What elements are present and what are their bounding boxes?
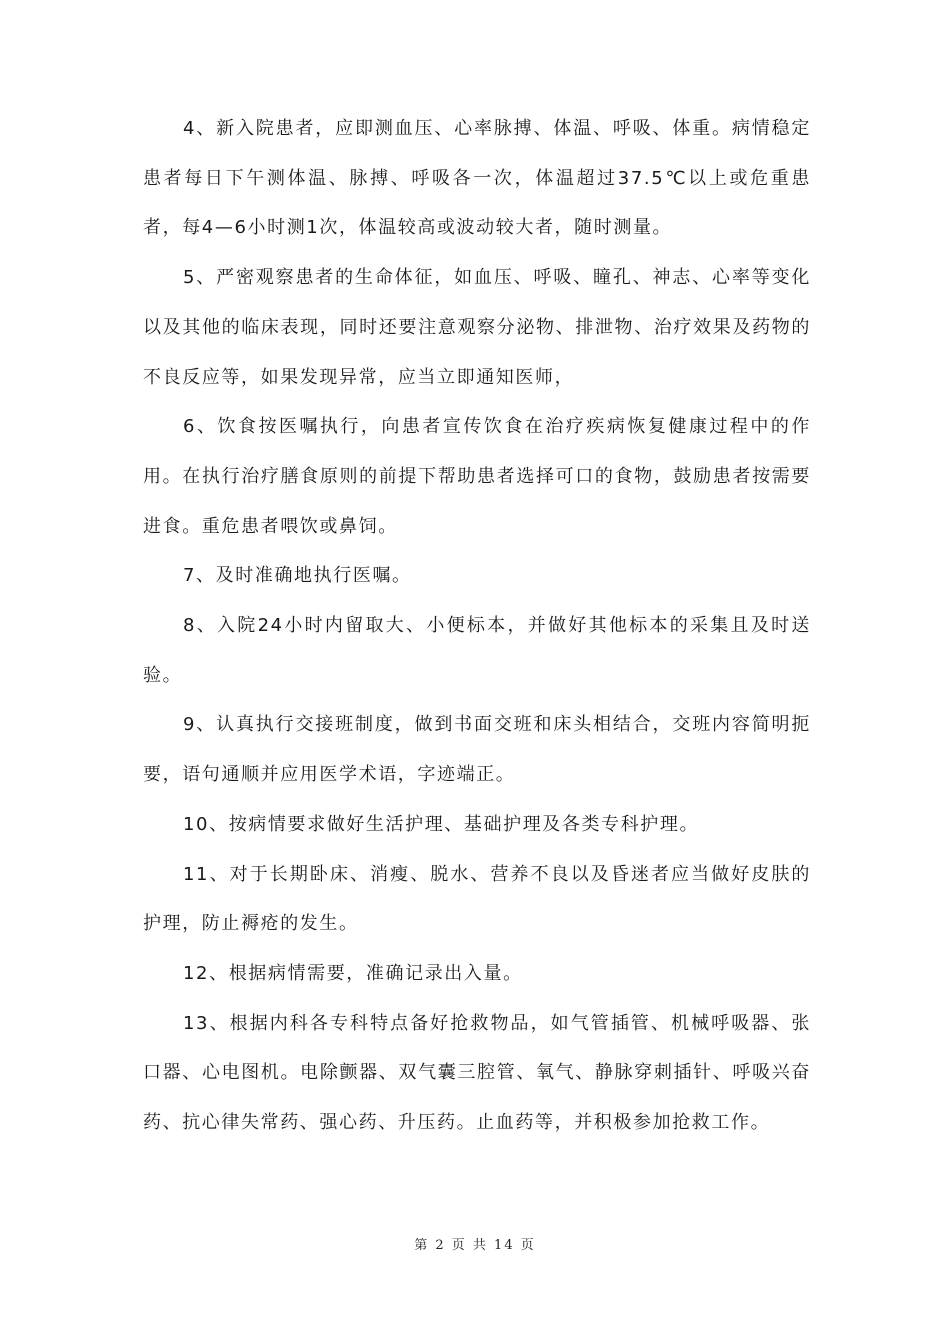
- paragraph-item-12: 12、根据病情需要，准确记录出入量。: [183, 962, 523, 984]
- paragraph-item-13: 13、根据内科各专科特点备好抢救物品，如气管插管、机械呼吸器、张口器、心电图机。电除颤器、双气囊三腔管、氧气、静脉穿刺插针、呼吸兴奋药、抗心律失常药、强心药、升压药。止血药等，并积极参加抢救工作。: [143, 1012, 811, 1134]
- paragraph-item-4: 4、新入院患者，应即测血压、心率脉搏、体温、呼吸、体重。病情稳定患者每日下午测体温、脉搏、呼吸各一次，体温超过37.5℃以上或危重患者，每4—6小时测1次，体温较高或波动较大者，随时测量。: [143, 118, 811, 239]
- paragraph-item-5: 5、严密观察患者的生命体征，如血压、呼吸、瞳孔、神志、心率等变化以及其他的临床表现，同时还要注意观察分泌物、排泄物、治疗效果及药物的不良反应等，如果发现异常，应当立即通知医师，: [143, 267, 811, 388]
- paragraph-item-6: 6、饮食按医嘱执行，向患者宣传饮食在治疗疾病恢复健康过程中的作用。在执行治疗膳食原则的前提下帮助患者选择可口的食物，鼓励患者按需要进食。重危患者喂饮或鼻饲。: [143, 416, 811, 537]
- paragraph-item-8: 8、入院24小时内留取大、小便标本，并做好其他标本的采集且及时送验。: [143, 615, 811, 686]
- page-number-footer: 第 2 页 共 14 页: [414, 1238, 536, 1253]
- paragraph-item-10: 10、按病情要求做好生活护理、基础护理及各类专科护理。: [183, 813, 700, 835]
- document-body: [143, 104, 811, 1148]
- paragraph-item-7: 7、及时准确地执行医嘱。: [183, 565, 412, 587]
- paragraph-item-9: 9、认真执行交接班制度，做到书面交班和床头相结合，交班内容简明扼要，语句通顺并应用医学术语，字迹端正。: [143, 714, 811, 786]
- paragraph-item-11: 11、对于长期卧床、消瘦、脱水、营养不良以及昏迷者应当做好皮肤的护理，防止褥疮的发生。: [143, 863, 811, 935]
